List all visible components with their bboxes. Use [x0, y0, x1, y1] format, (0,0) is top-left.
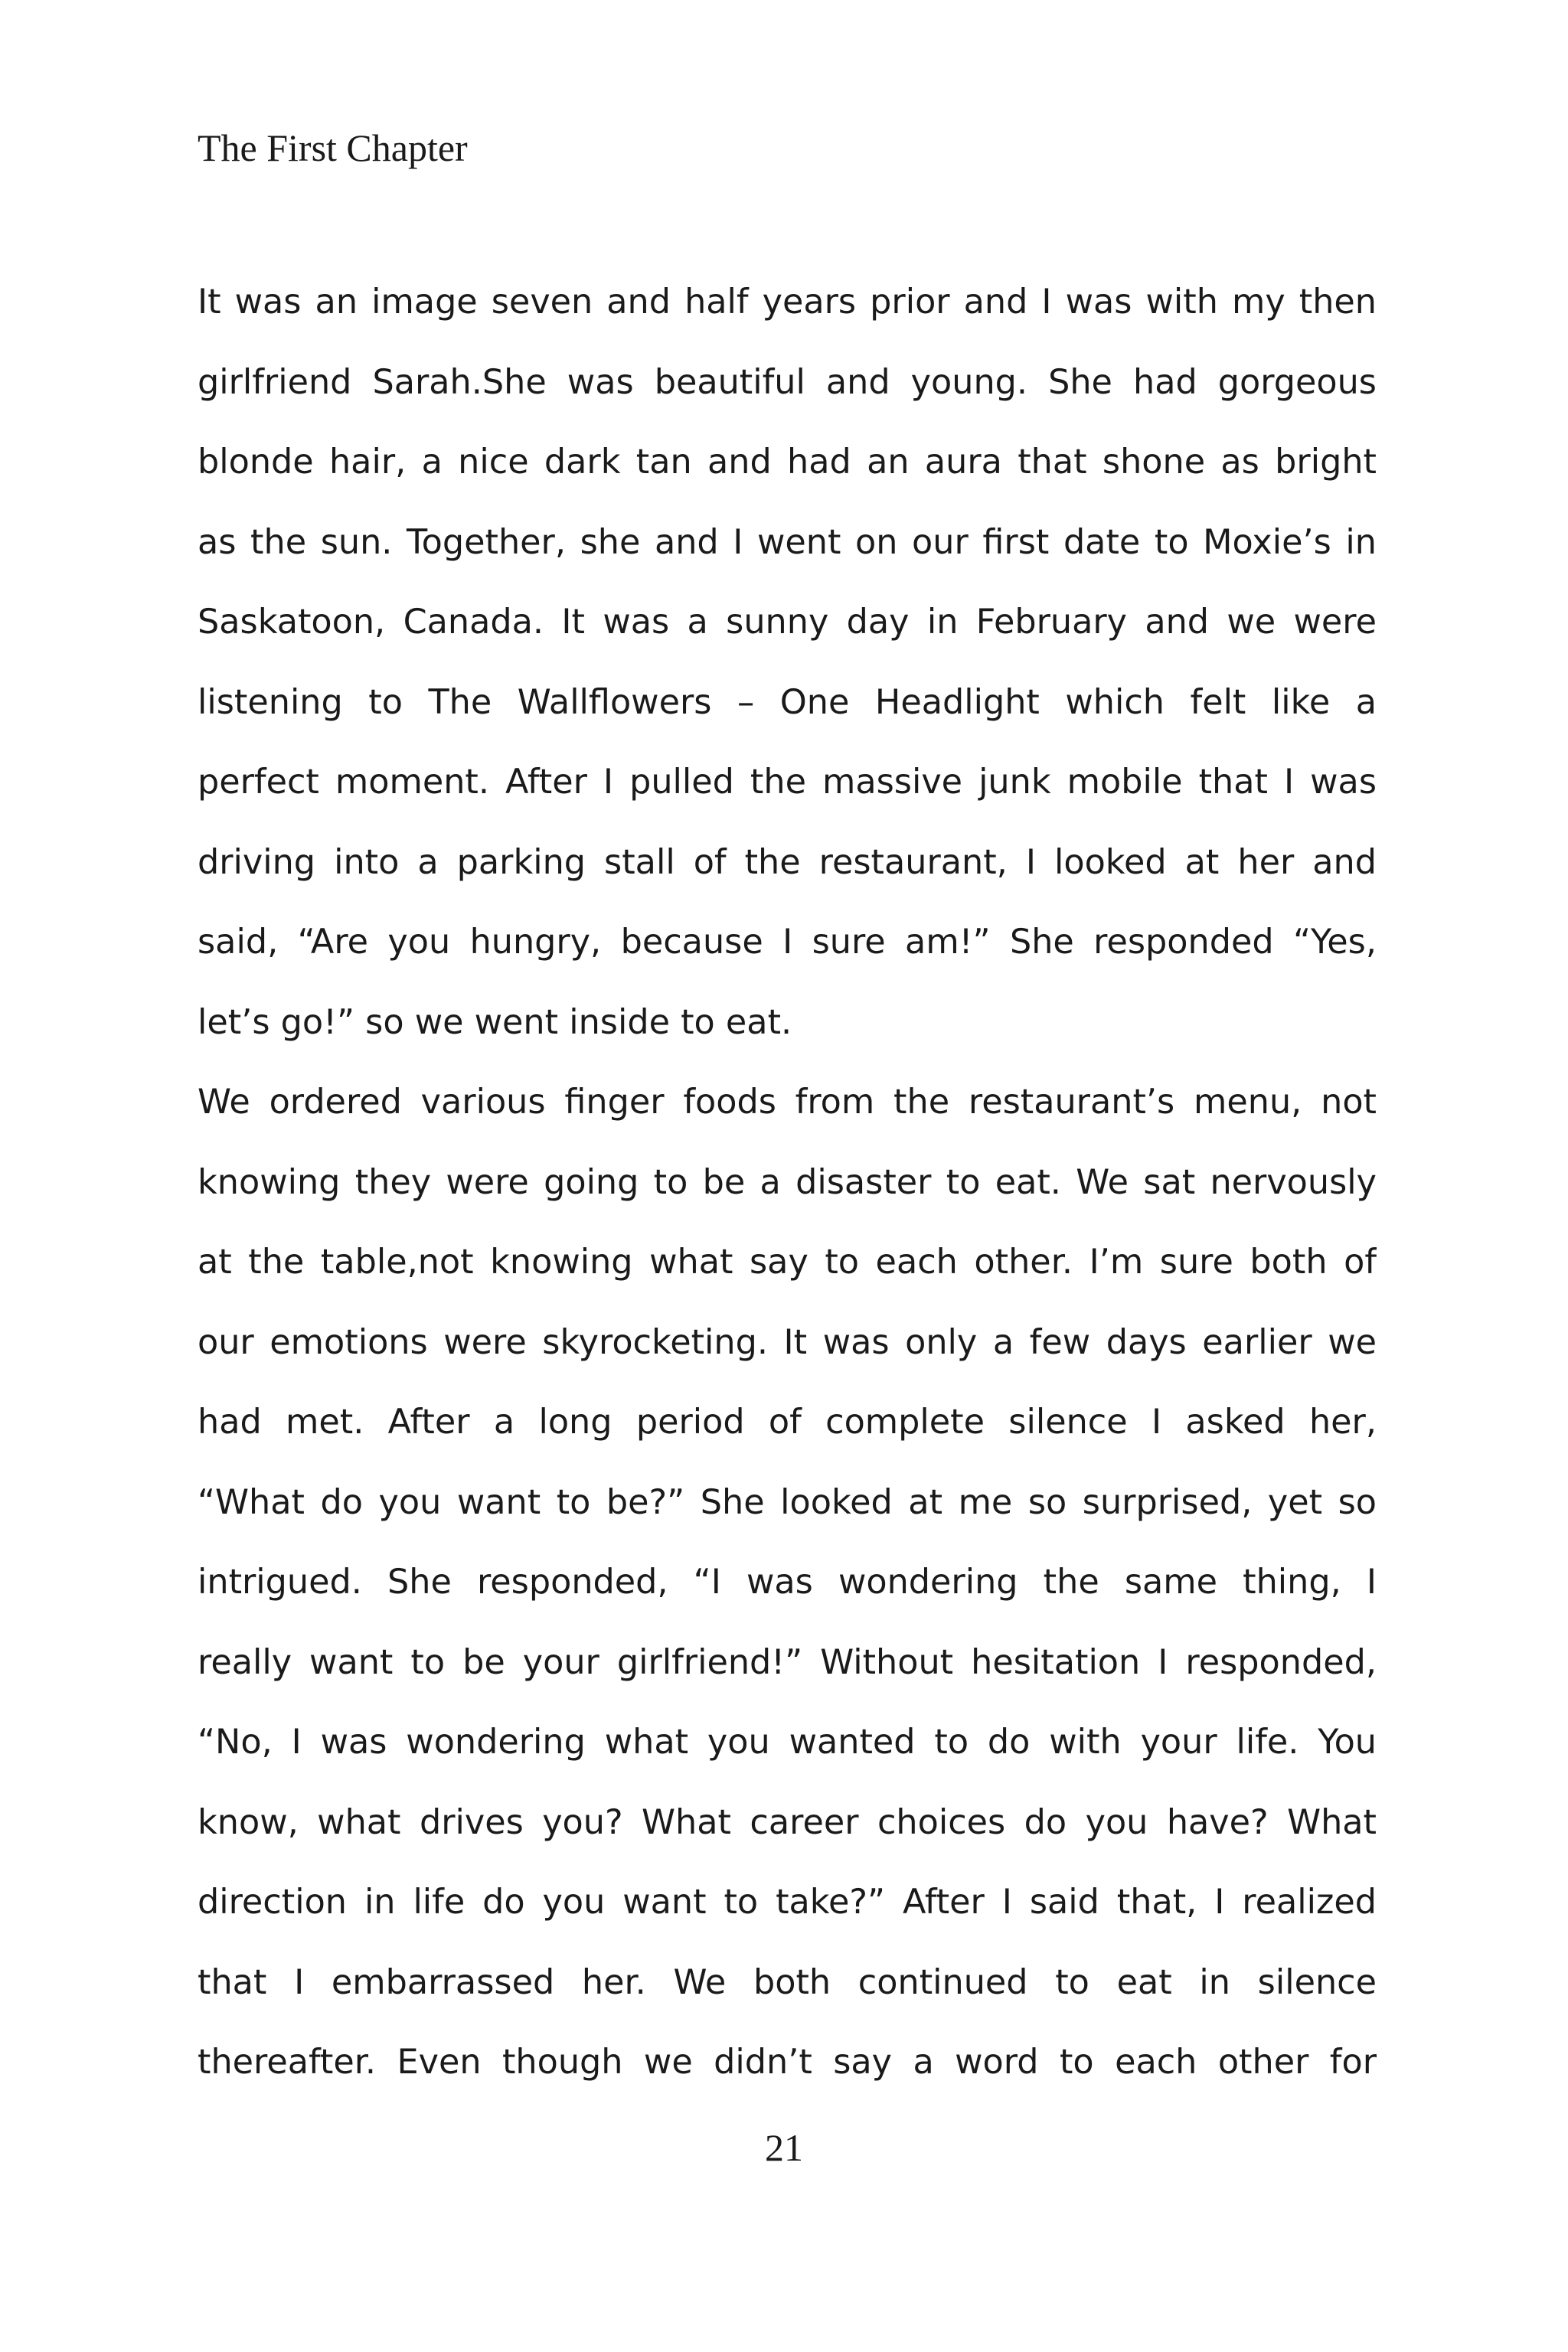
text-line: had met. After a long period of complete silence I asked her,: [198, 1403, 1377, 1442]
text-line: said, “Are you hungry, because I sure am!” She responded “Yes,: [198, 923, 1377, 962]
text-line: “What do you want to be?” She looked at me so surprised, yet so: [198, 1482, 1377, 1522]
text-line: that I embarrassed her. We both continued to eat in silence: [198, 1962, 1377, 2002]
text-line: really want to be your girlfriend!” Without hesitation I responded,: [198, 1642, 1377, 1682]
text-line: It was an image seven and half years prior and I was with my then: [198, 283, 1377, 322]
text-line: knowing they were going to be a disaster to eat. We sat nervously: [198, 1162, 1377, 1202]
text-line: as the sun. Together, she and I went on our first date to Moxie’s in: [198, 522, 1377, 562]
text-line: perfect moment. After I pulled the massive junk mobile that I was: [198, 763, 1377, 802]
text-line: know, what drives you? What career choices do you have? What: [198, 1802, 1377, 1842]
text-line: blonde hair, a nice dark tan and had an aura that shone as bright: [198, 443, 1377, 482]
text-line: “No, I was wondering what you wanted to do with your life. You: [198, 1723, 1377, 1762]
text-line: thereafter. Even though we didn’t say a word to each other for: [198, 2043, 1377, 2082]
text-line: intrigued. She responded, “I was wondering the same thing, I: [198, 1563, 1377, 1602]
text-line: our emotions were skyrocketing. It was only a few days earlier we: [198, 1322, 1377, 1362]
page-number: 21: [765, 2126, 803, 2169]
body-text: [198, 263, 1377, 2103]
text-line: driving into a parking stall of the restaurant, I looked at her and: [198, 842, 1377, 882]
text-line: Saskatoon, Canada. It was a sunny day in February and we were: [198, 603, 1377, 642]
text-line: direction in life do you want to take?” After I said that, I realized: [198, 1883, 1377, 1922]
text-line: let’s go!” so we went inside to eat.: [198, 1002, 792, 1042]
text-line: girlfriend Sarah.She was beautiful and young. She had gorgeous: [198, 362, 1377, 402]
text-line: We ordered various finger foods from the restaurant’s menu, not: [198, 1083, 1377, 1122]
text-line: listening to The Wallflowers – One Headlight which felt like a: [198, 682, 1377, 722]
text-line: at the table,not knowing what say to each other. I’m sure both of: [198, 1243, 1377, 1282]
chapter-title: The First Chapter: [198, 126, 468, 169]
